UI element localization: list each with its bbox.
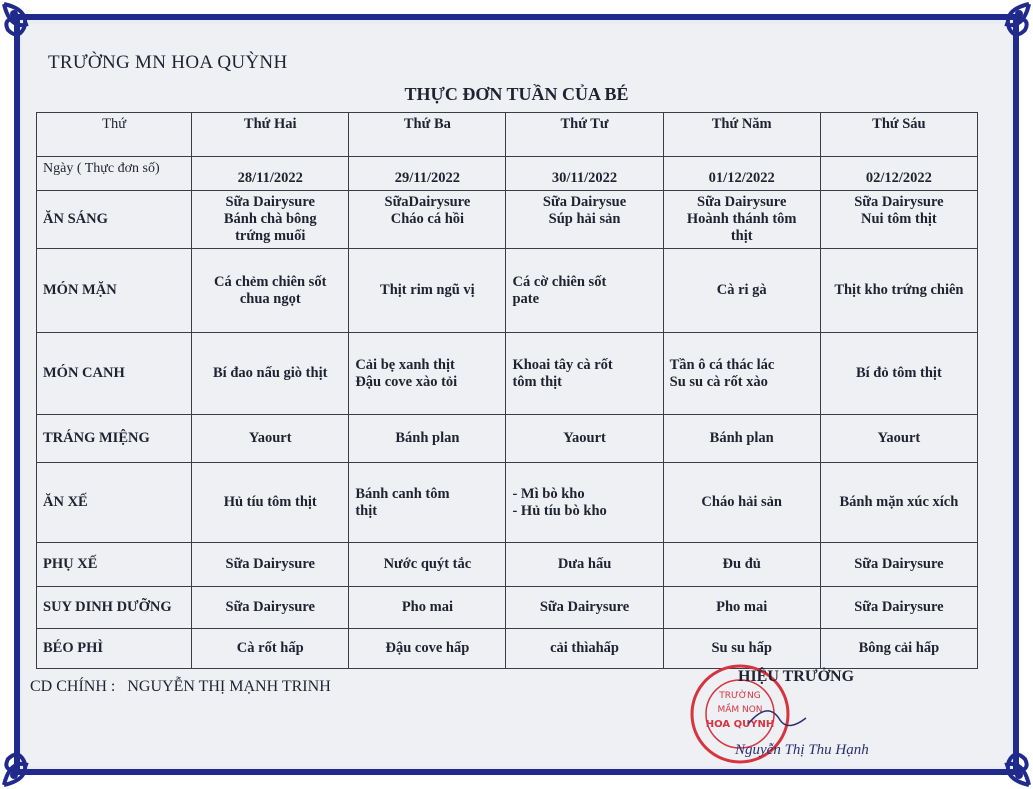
corner-ornament-icon [973, 0, 1033, 60]
cell-line: Đậu cove xào tỏi [355, 373, 458, 390]
cell-line: SữaDairysure [384, 194, 471, 210]
cell-line: thịt [730, 228, 753, 244]
menu-cell [506, 333, 663, 415]
cell-line: Sữa Dairysure [225, 599, 315, 615]
day-header: Thứ Năm [663, 113, 820, 157]
menu-cell [820, 415, 977, 463]
meal-label: PHỤ XẾ [37, 543, 192, 587]
cell-line: Yaourt [563, 430, 606, 446]
cell-line: Khoai tây cà rốt [512, 356, 613, 373]
menu-cell [349, 415, 506, 463]
cell-line: - Mì bò kho [512, 485, 585, 502]
date-cell: 28/11/2022 [192, 157, 349, 191]
cell-line: cải thìahấp [550, 640, 619, 656]
cell-line: Nước quýt tắc [383, 556, 472, 572]
menu-cell [192, 463, 349, 543]
menu-cell [663, 191, 820, 249]
menu-cell [192, 249, 349, 333]
meal-label: BÉO PHÌ [37, 629, 192, 669]
menu-cell [663, 587, 820, 629]
cell-line: - Hủ tíu bò kho [512, 502, 607, 519]
date-cell: 30/11/2022 [506, 157, 663, 191]
menu-cell [349, 629, 506, 669]
corner-ornament-icon [0, 0, 60, 60]
date-cell: 02/12/2022 [820, 157, 977, 191]
day-header: Thứ Ba [349, 113, 506, 157]
principal-title: HIỆU TRƯỞNG [738, 668, 855, 685]
menu-cell [192, 333, 349, 415]
cell-line: Súp hải sản [548, 211, 621, 227]
cell-line: Sữa Dairysure [225, 556, 315, 572]
cell-line: Cà ri gà [716, 282, 767, 298]
cell-line: Cà rốt hấp [236, 640, 304, 656]
cell-line: Sữa Dairysue [542, 194, 627, 210]
page-title: THỰC ĐƠN TUẦN CỦA BÉ [404, 84, 629, 104]
weekly-menu-table [36, 112, 978, 669]
cell-line: Sữa Dairysure [854, 599, 944, 615]
cell-line: Thịt rim ngũ vị [380, 282, 475, 298]
menu-cell [349, 191, 506, 249]
meal-label: SUY DINH DƯỠNG [37, 587, 192, 629]
corner-ornament-icon [973, 729, 1033, 789]
menu-cell [349, 543, 506, 587]
menu-cell [192, 629, 349, 669]
cell-line: Bánh plan [709, 430, 774, 446]
date-row [37, 157, 978, 191]
cell-line: Thịt kho trứng chiên [834, 282, 964, 298]
cell-line: pate [512, 290, 540, 307]
table-row [37, 333, 978, 415]
table-row [37, 463, 978, 543]
cell-line: Yaourt [248, 430, 292, 446]
menu-cell [349, 463, 506, 543]
cell-line: Sữa Dairysure [854, 194, 944, 210]
menu-cell [192, 415, 349, 463]
menu-cell [820, 587, 977, 629]
stamp-line: MẦM NON [717, 705, 763, 715]
day-header: Thứ Sáu [820, 113, 977, 157]
corner-ornament-icon [0, 729, 60, 789]
menu-cell [506, 415, 663, 463]
school-name: TRƯỜNG MN HOA QUỲNH [48, 52, 288, 73]
cell-line: Sữa Dairysure [539, 599, 630, 615]
menu-cell [349, 333, 506, 415]
head-cook-line [30, 678, 331, 696]
cell-line: Bánh chà bông [223, 211, 317, 227]
cook-label: CD CHÍNH : [30, 678, 116, 695]
cell-line: trứng muối [235, 228, 306, 244]
menu-cell [506, 543, 663, 587]
cell-line: Bí đỏ tôm thịt [855, 365, 942, 381]
day-header: Thứ Tư [506, 113, 663, 157]
meal-label: MÓN MẶN [37, 249, 192, 333]
menu-cell [506, 463, 663, 543]
cell-line: Su su hấp [711, 640, 772, 656]
cell-line: Bông cải hấp [858, 640, 940, 656]
cell-line: Pho mai [716, 599, 768, 615]
stamp-line: TRƯỜNG [719, 691, 761, 701]
menu-cell [663, 543, 820, 587]
cell-line: thịt [355, 502, 378, 519]
menu-cell [820, 191, 977, 249]
day-header: Thứ Hai [192, 113, 349, 157]
cook-name: NGUYỄN THỊ MẠNH TRINH [127, 678, 331, 695]
menu-cell [192, 587, 349, 629]
meal-label: ĂN SÁNG [37, 191, 192, 249]
table-row [37, 191, 978, 249]
cell-line: Cháo hải sản [701, 494, 782, 510]
cell-line: Sữa Dairysure [697, 194, 787, 210]
cell-line: Cá cờ chiên sốt [512, 273, 607, 290]
date-cell: 29/11/2022 [349, 157, 506, 191]
cell-line: Dưa hấu [557, 556, 612, 572]
menu-cell [192, 191, 349, 249]
cell-line: Cải bẹ xanh thịt [355, 356, 455, 373]
cell-line: tôm thịt [512, 373, 563, 390]
cell-line: Hủ tíu tôm thịt [223, 494, 317, 510]
menu-cell [192, 543, 349, 587]
cell-line: Su su cà rốt xào [669, 373, 768, 390]
menu-cell [349, 249, 506, 333]
menu-cell [820, 463, 977, 543]
menu-cell [506, 587, 663, 629]
menu-cell [506, 191, 663, 249]
cell-line: Bánh canh tôm [355, 485, 450, 502]
meal-label: MÓN CANH [37, 333, 192, 415]
menu-cell [663, 463, 820, 543]
menu-cell [349, 587, 506, 629]
menu-cell [663, 333, 820, 415]
table-row [37, 415, 978, 463]
cell-line: Hoành thánh tôm [686, 211, 797, 227]
cell-line: Cháo cá hồi [390, 211, 465, 227]
cell-line: Bánh mặn xúc xích [839, 494, 959, 510]
meal-label: TRÁNG MIỆNG [37, 415, 192, 463]
cell-line: Đậu cove hấp [385, 640, 470, 656]
menu-cell [820, 249, 977, 333]
table-row [37, 587, 978, 629]
table-header-row [37, 113, 978, 157]
cell-line: Yaourt [877, 430, 921, 446]
header-label: Thứ [37, 113, 192, 157]
cell-line: Đu đủ [722, 556, 761, 572]
cell-line: Sữa Dairysure [225, 194, 315, 210]
table-row [37, 543, 978, 587]
cell-line: Tần ô cá thác lác [669, 356, 775, 373]
menu-cell [663, 415, 820, 463]
cell-line: Cá chẻm chiên sốt [214, 273, 327, 290]
date-row-label: Ngày ( Thực đơn số) [37, 157, 192, 191]
principal-name: Nguyễn Thị Thu Hạnh [735, 742, 869, 758]
cell-line: Pho mai [401, 599, 453, 615]
date-cell: 01/12/2022 [663, 157, 820, 191]
cell-line: chua ngọt [239, 290, 301, 307]
menu-cell [506, 629, 663, 669]
cell-line: Nui tôm thịt [861, 211, 937, 227]
stamp-line: HOA QUỲNH [705, 719, 775, 730]
menu-cell [663, 249, 820, 333]
table-row [37, 629, 978, 669]
table-row [37, 249, 978, 333]
menu-cell [820, 333, 977, 415]
cell-line: Bí đao nấu giò thịt [213, 365, 328, 381]
meal-label: ĂN XẾ [37, 463, 192, 543]
menu-cell [820, 543, 977, 587]
menu-cell [820, 629, 977, 669]
menu-cell [506, 249, 663, 333]
cell-line: Bánh plan [395, 430, 460, 446]
cell-line: Sữa Dairysure [854, 556, 944, 572]
